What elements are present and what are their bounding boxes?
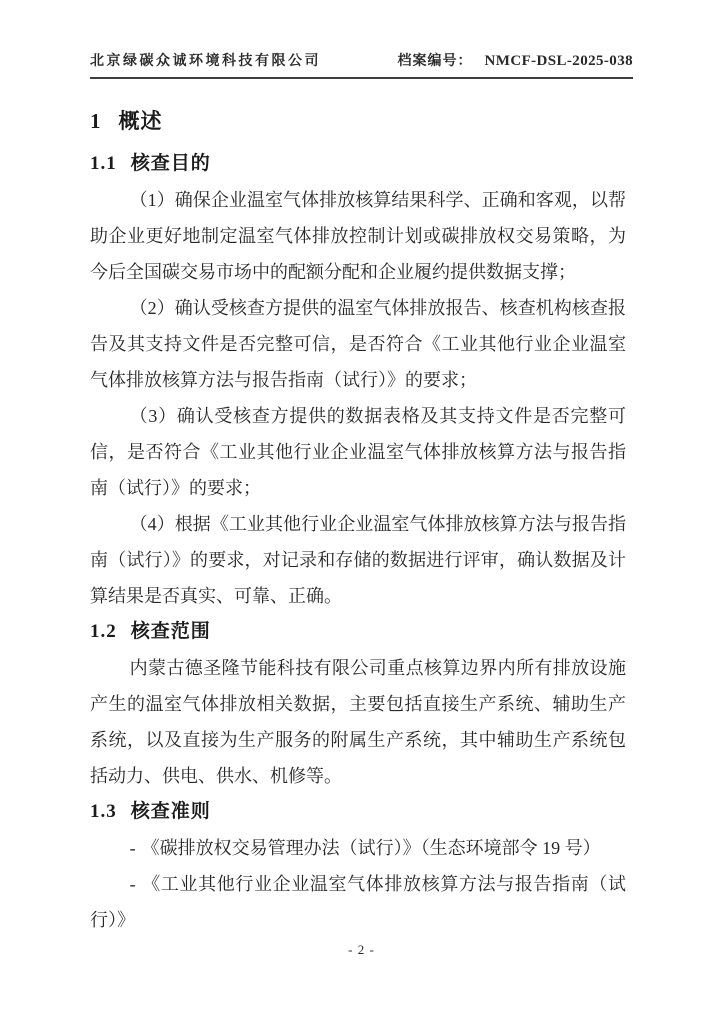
list-dash-bullet: -: [129, 838, 136, 858]
criteria-list-item-2: [90, 866, 626, 938]
document-body: [90, 96, 626, 938]
header-company-name: 北京绿碳众诚环境科技有限公司: [90, 54, 321, 69]
page-header: [90, 50, 633, 79]
section-1-title: 概述: [118, 109, 163, 133]
section-1-2-number: 1.2: [90, 621, 117, 642]
section-1-3-number: 1.3: [90, 801, 117, 822]
page-footer: [0, 942, 723, 958]
paragraph-1-1-item-1: （1）确保企业温室气体排放核算结果科学、正确和客观，以帮助企业更好地制定温室气体排放控制计划或碳排放权交易策略，为今后全国碳交易市场中的配额分配和企业履约提供数据支撑；: [90, 190, 626, 282]
file-number-value: NMCF-DSL-2025-038: [484, 53, 633, 69]
paragraph-1-1-item-3: （3）确认受核查方提供的数据表格及其支持文件是否完整可信，是否符合《工业其他行业企业温室气体排放核算方法与报告指南（试行）》的要求；: [90, 406, 626, 498]
list-dash-bullet: -: [129, 874, 136, 894]
paragraph-1-2-scope: 内蒙古德圣隆节能科技有限公司重点核算边界内所有排放设施产生的温室气体排放相关数据，主要包括直接生产系统、辅助生产系统，以及直接为生产服务的附属生产系统，其中辅助生产系统包括动力、供电、供水、机修等。: [90, 658, 626, 786]
paragraph-1-1-item-2: （2）确认受核查方提供的温室气体排放报告、核查机构核查报告及其支持文件是否完整可信，是否符合《工业其他行业企业温室气体排放核算方法与报告指南（试行）》的要求；: [90, 298, 626, 390]
section-1-heading: [90, 102, 626, 140]
section-1-1-title: 核查目的: [130, 153, 211, 174]
criteria-item-text: 《碳排放权交易管理办法（试行）》（生态环境部令 19 号）: [141, 838, 601, 858]
section-1-1-number: 1.1: [90, 153, 117, 174]
paragraph-1-1-item-4: （4）根据《工业其他行业企业温室气体排放核算方法与报告指南（试行）》的要求，对记录和存储的数据进行评审，确认数据及计算结果是否真实、可靠、正确。: [90, 514, 626, 606]
section-1-1-heading: [90, 146, 626, 182]
page-number: - 2 -: [348, 942, 375, 957]
header-file-number: [398, 50, 633, 70]
file-number-label: 档案编号：: [397, 54, 473, 69]
section-1-number: 1: [90, 109, 102, 133]
section-1-2-heading: [90, 614, 626, 650]
criteria-list-item-1: [90, 830, 626, 866]
criteria-item-text: 《工业其他行业企业温室气体排放核算方法与报告指南（试行）》: [90, 874, 626, 930]
section-1-3-title: 核查准则: [130, 801, 211, 822]
section-1-3-heading: [90, 794, 626, 830]
section-1-2-title: 核查范围: [130, 621, 211, 642]
